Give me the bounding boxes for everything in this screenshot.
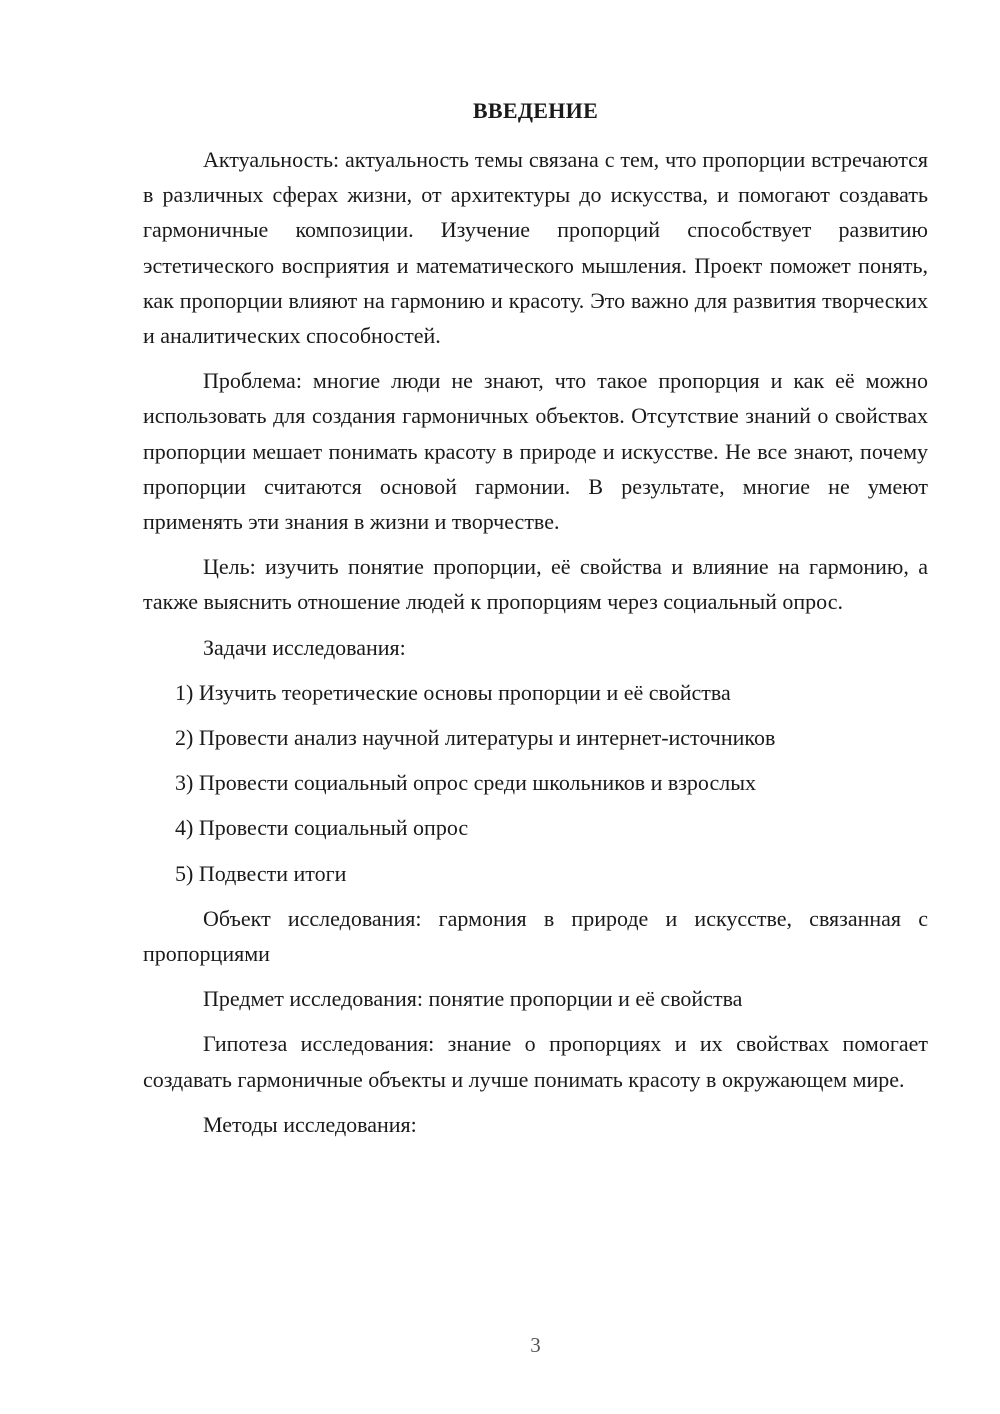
object-paragraph: Объект исследования: гармония в природе и искусстве, связанная с пропорциями	[143, 905, 928, 966]
relevance-paragraph: Актуальность: актуальность темы связана с тем, что пропорции встречаются в различных сферах жизни, от архитектуры до искусства, и помогают создавать гармоничные композиции. Изучение пропорций способствует развитию эстетического восприятия и математического мышления. Проект поможет понять, как пропорции влияют на гармонию и красоту. Это важно для развития творческих и аналитических способностей.	[143, 147, 928, 349]
hypothesis-paragraph: Гипотеза исследования: знание о пропорциях и их свойствах помогает создавать гармоничные объекты и лучше понимать красоту в окружающем мире.	[143, 1031, 928, 1092]
tasks-heading: Задачи исследования:	[203, 634, 406, 660]
document-body	[143, 142, 928, 1152]
methods-heading: Методы исследования:	[203, 1111, 417, 1137]
list-item: 4) Провести социальный опрос	[175, 815, 469, 841]
problem-paragraph: Проблема: многие люди не знают, что такое пропорция и как её можно использовать для создания гармоничных объектов. Отсутствие знаний о свойствах пропорции мешает понимать красоту в природе и искусстве. Не все знают, почему пропорции считаются основой гармонии. В результате, многие не умеют применять эти знания в жизни и творчестве.	[143, 368, 928, 535]
list-item: 5) Подвести итоги	[175, 860, 347, 886]
list-item: 3) Провести социальный опрос среди школьников и взрослых	[175, 770, 757, 796]
section-title: ВВЕДЕНИЕ	[472, 98, 599, 123]
list-item: 2) Провести анализ научной литературы и интернет-источников	[175, 725, 776, 751]
tasks-list	[143, 675, 928, 891]
document-page	[143, 0, 928, 1414]
goal-paragraph: Цель: изучить понятие пропорции, её свойства и влияние на гармонию, а также выяснить отношение людей к пропорциям через социальный опрос.	[143, 554, 928, 615]
list-item: 1) Изучить теоретические основы пропорции и её свойства	[175, 679, 731, 705]
page-number: 3	[530, 1333, 541, 1357]
subject-paragraph: Предмет исследования: понятие пропорции и её свойства	[203, 986, 743, 1012]
